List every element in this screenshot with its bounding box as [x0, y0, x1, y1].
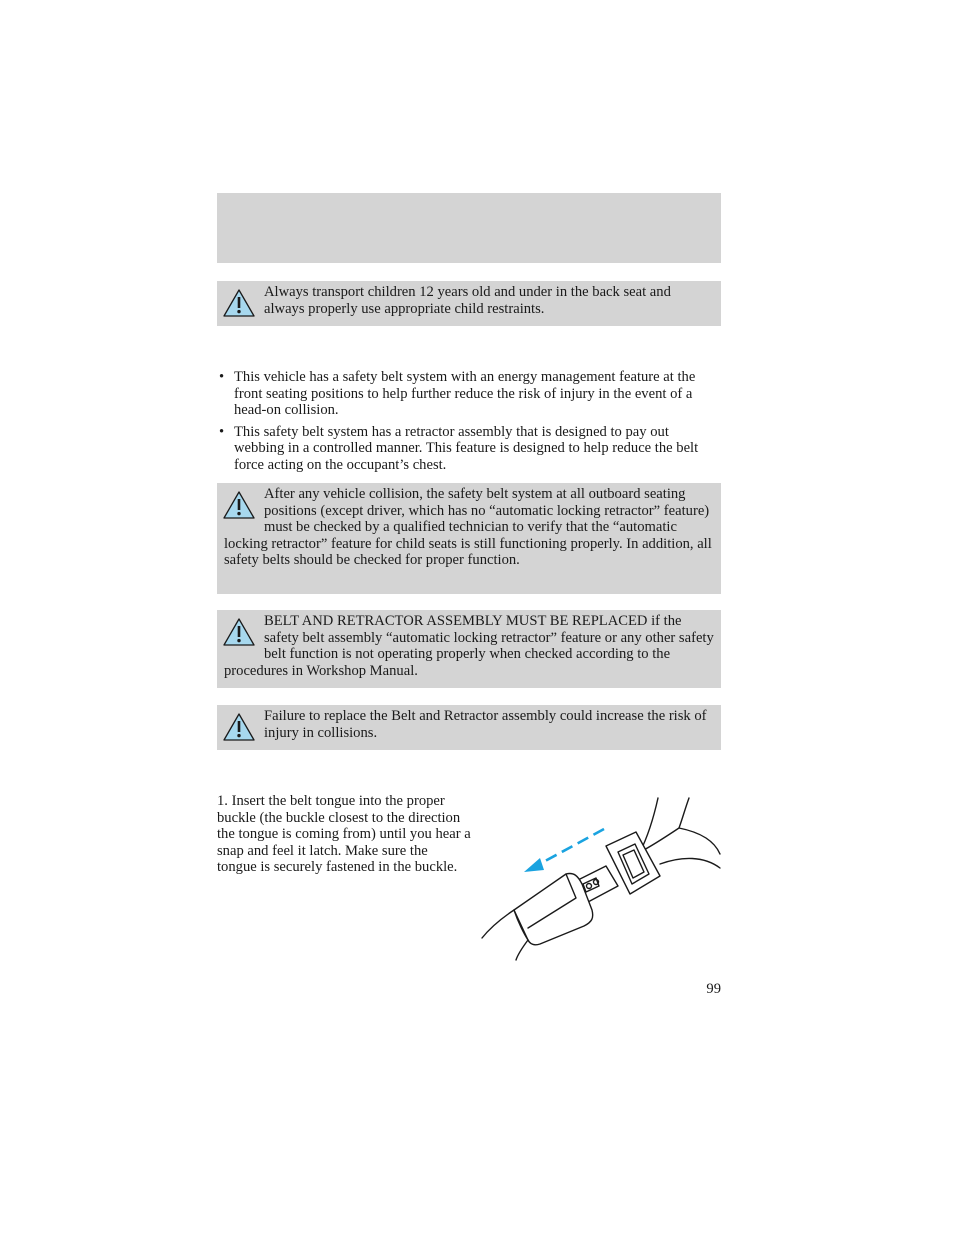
warning-text: After any vehicle collision, the safety belt system at all outboard seating positions (except driver, which has no “automatic locking retractor” feature) must be checked by a qualified technician to verify that the “automatic locking retractor” feature for child seats is still functioning properly. In addition, all safety belts should be checked for proper function.	[224, 486, 712, 569]
bullet-list	[217, 369, 722, 479]
list-item	[217, 424, 722, 474]
warning-box-failure	[217, 705, 721, 750]
warning-triangle-icon	[222, 616, 256, 648]
warning-text: Failure to replace the Belt and Retractor assembly could increase the risk of injury in collisions.	[264, 708, 707, 741]
page-number: 99	[706, 981, 721, 997]
bullet-marker: •	[219, 369, 225, 385]
bullet-marker: •	[219, 423, 225, 440]
warning-text: BELT AND RETRACTOR ASSEMBLY MUST BE REPLACED if the safety belt assembly “automatic locking retractor” feature or any other safety belt function is not operating properly when checked according to the procedures in Workshop Manual.	[224, 613, 714, 679]
warning-triangle-icon	[222, 489, 256, 521]
section-header-bar	[217, 193, 721, 263]
bullet-text: This safety belt system has a retractor assembly that is designed to pay out webbing in a controlled manner. This feature is designed to help reduce the belt force acting on the occupant’s chest.	[234, 423, 699, 473]
warning-text: Always transport children 12 years old and under in the back seat and always properly use appropriate child restraints.	[264, 284, 671, 317]
warning-box-collision	[217, 483, 721, 594]
warning-box-children	[217, 281, 721, 326]
seat-belt-buckle-illustration	[478, 794, 723, 964]
step-1-instruction: 1. Insert the belt tongue into the proper buckle (the buckle closest to the direction the tongue is coming from) until you hear a snap and feel it latch. Make sure the tongue is securely fastened in the buckle.	[217, 793, 471, 876]
warning-triangle-icon	[222, 711, 256, 743]
bullet-text: This vehicle has a safety belt system with an energy management feature at the front seating positions to help further reduce the risk of injury in the event of a head-on collision.	[234, 369, 696, 419]
warning-box-replace	[217, 610, 721, 688]
list-item	[217, 369, 722, 419]
warning-triangle-icon	[222, 287, 256, 319]
